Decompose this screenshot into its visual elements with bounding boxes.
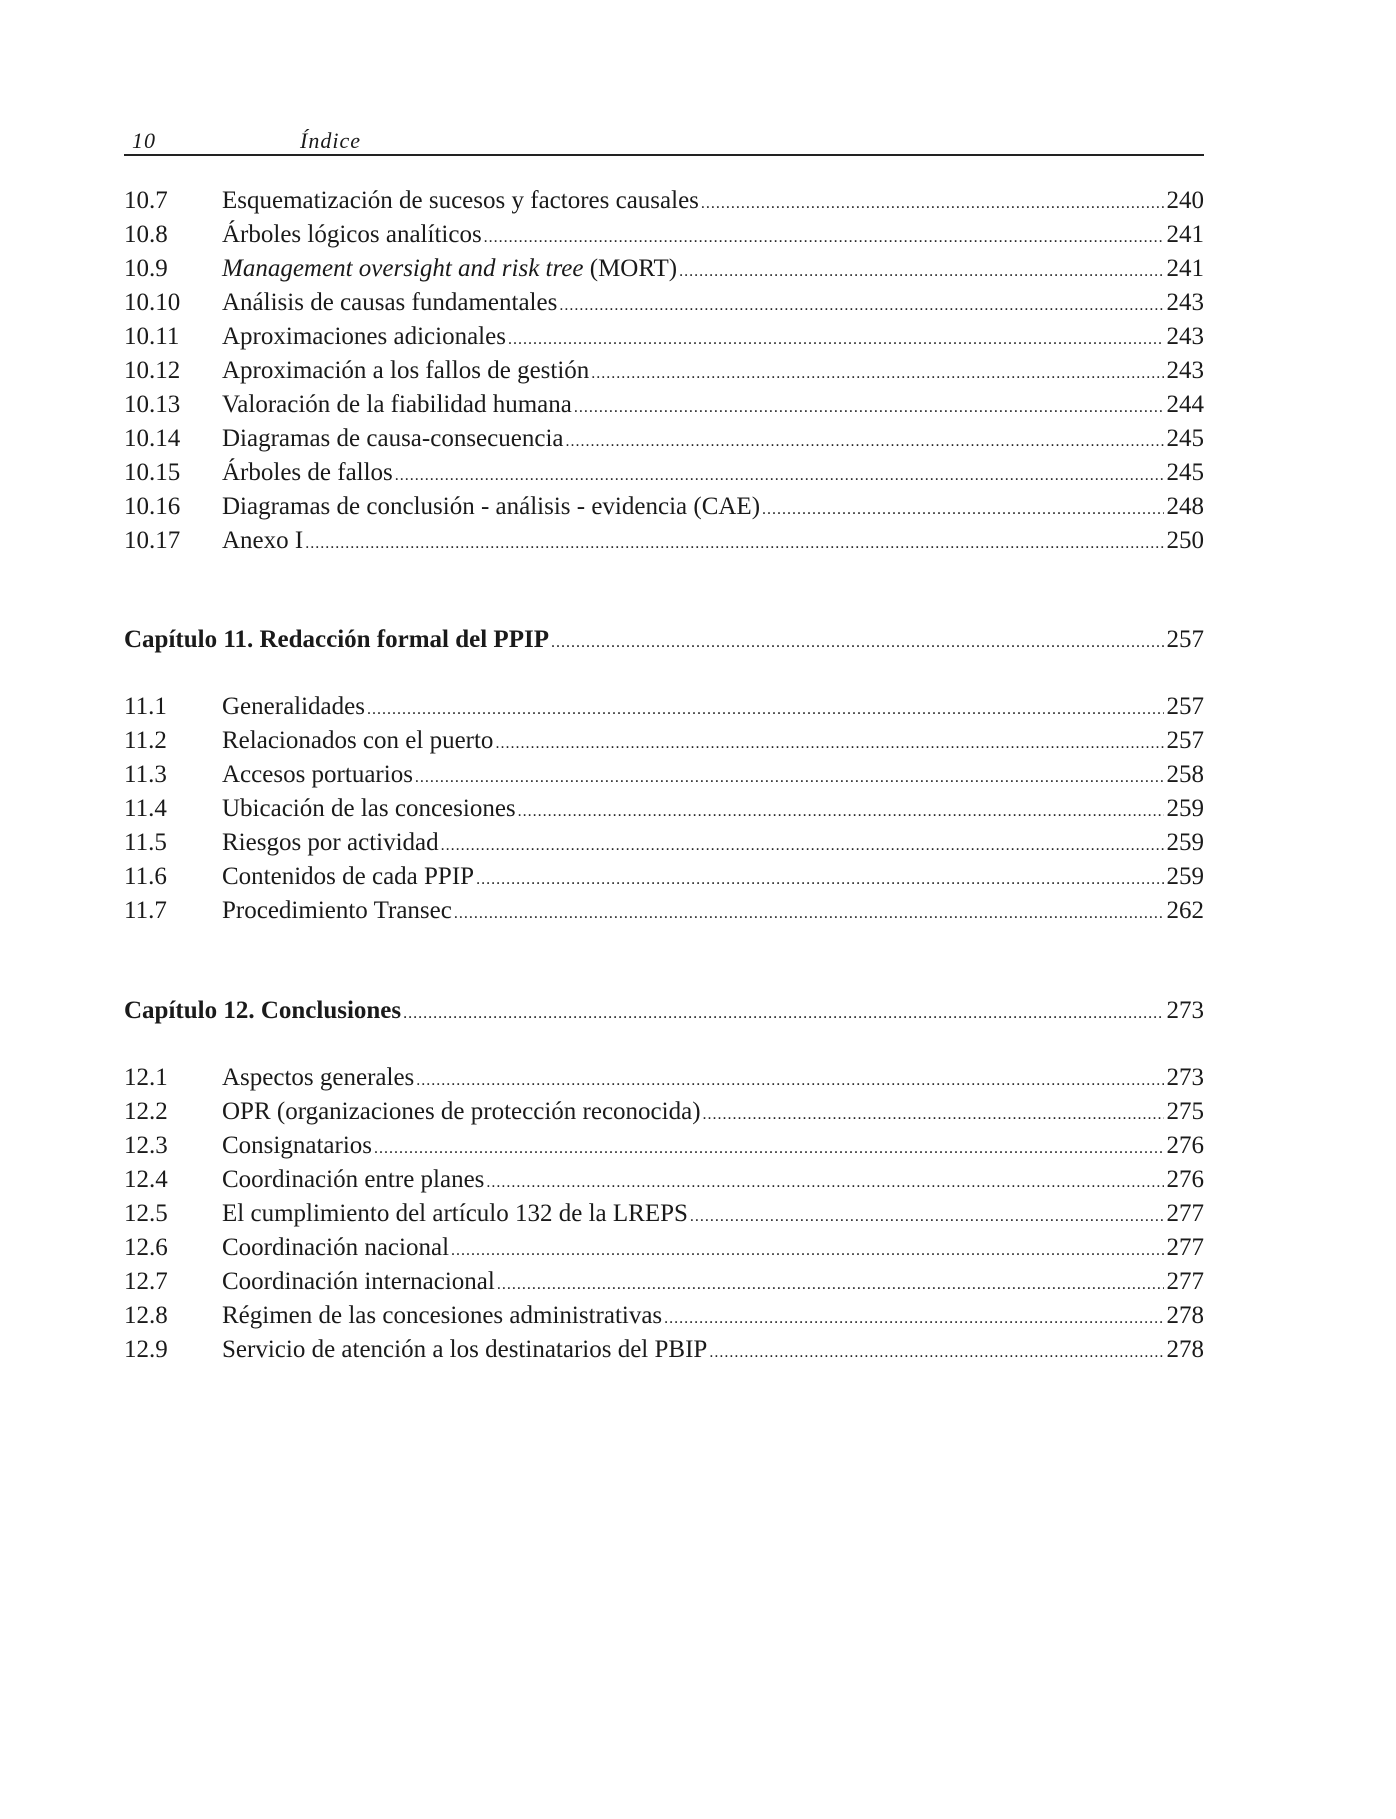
entry-title: Relacionados con el puerto [222,727,494,754]
dot-leader [574,391,1164,422]
entry-title: Riesgos por actividad [222,829,439,856]
entry-page: 243 [1166,289,1204,316]
dot-leader [559,289,1163,320]
entry-body [222,1333,1204,1367]
entry-page: 277 [1166,1268,1204,1295]
entry-body [222,184,1204,218]
dot-leader [476,863,1163,894]
entry-number: 12.7 [124,1268,168,1295]
entry-number: 10.11 [124,323,180,350]
dot-leader [518,795,1164,826]
entry-page: 245 [1166,425,1204,452]
entry-number: 11.2 [124,727,167,754]
chapter-page: 257 [1166,626,1204,653]
entry-page: 241 [1166,221,1204,248]
entry-body [222,724,1204,758]
entry-body [222,388,1204,422]
entry-page: 262 [1166,897,1204,924]
dot-leader [591,357,1163,388]
toc-section-12 [124,1061,1204,1367]
toc-entry[interactable] [124,1163,1204,1197]
running-header [124,124,1204,156]
toc-entry[interactable] [124,1129,1204,1163]
entry-body [222,1095,1204,1129]
entry-title: Diagramas de causa-consecuencia [222,425,564,452]
dot-leader [664,1302,1163,1333]
entry-number: 12.3 [124,1132,168,1159]
entry-page: 278 [1166,1302,1204,1329]
entry-body [222,1163,1204,1197]
entry-body [222,860,1204,894]
entry-title: Coordinación internacional [222,1268,495,1295]
entry-page: 273 [1166,1064,1204,1091]
dot-leader [679,255,1163,286]
entry-body [222,1231,1204,1265]
entry-body [222,1197,1204,1231]
toc-entry[interactable] [124,422,1204,456]
entry-number: 10.7 [124,187,168,214]
toc-entry[interactable] [124,320,1204,354]
entry-title: Accesos portuarios [222,761,413,788]
entry-page: 243 [1166,357,1204,384]
dot-leader [441,829,1164,860]
dot-leader [497,1268,1164,1299]
toc-entry[interactable] [124,218,1204,252]
toc-entry[interactable] [124,490,1204,524]
dot-leader [454,897,1164,928]
entry-title: Esquematización de sucesos y factores causales [222,187,699,214]
entry-title: Aproximación a los fallos de gestión [222,357,590,384]
dot-leader [395,459,1164,490]
toc-entry[interactable] [124,524,1204,558]
entry-page: 257 [1166,693,1204,720]
dot-leader [367,693,1164,724]
entry-body [222,490,1204,524]
entry-title [222,252,679,286]
entry-number: 11.3 [124,761,167,788]
toc-entry[interactable] [124,1265,1204,1299]
entry-page: 258 [1166,761,1204,788]
entry-body [222,218,1204,252]
toc-entry[interactable] [124,690,1204,724]
entry-body [222,758,1204,792]
entry-page: 277 [1166,1234,1204,1261]
entry-page: 245 [1166,459,1204,486]
entry-body [222,320,1204,354]
entry-title: Diagramas de conclusión - análisis - evidencia (CAE) [222,493,761,520]
toc-section-10 [124,184,1204,558]
dot-leader [690,1200,1164,1231]
entry-number: 10.9 [124,255,168,282]
entry-body [222,1265,1204,1299]
toc-chapter-11[interactable] [124,623,1204,657]
toc-entry[interactable] [124,792,1204,826]
entry-title: Anexo I [222,527,304,554]
entry-page: 276 [1166,1166,1204,1193]
entry-number: 10.17 [124,527,181,554]
entry-number: 11.4 [124,795,167,822]
entry-page: 250 [1166,527,1204,554]
dot-leader [709,1336,1163,1367]
entry-title: Ubicación de las concesiones [222,795,516,822]
entry-body [222,524,1204,558]
entry-page: 259 [1166,829,1204,856]
entry-title: Procedimiento Transec [222,897,452,924]
entry-title-italic: Management oversight and risk tree [222,255,584,282]
entry-number: 12.8 [124,1302,168,1329]
toc-entry[interactable] [124,388,1204,422]
entry-title: Coordinación nacional [222,1234,450,1261]
entry-page: 276 [1166,1132,1204,1159]
entry-number: 12.5 [124,1200,168,1227]
toc-entry[interactable] [124,1231,1204,1265]
entry-body [222,456,1204,490]
entry-number: 10.16 [124,493,181,520]
entry-page: 259 [1166,863,1204,890]
toc-entry[interactable] [124,1061,1204,1095]
entry-page: 278 [1166,1336,1204,1363]
entry-title: Árboles de fallos [222,459,393,486]
toc-entry[interactable] [124,1299,1204,1333]
entry-title: El cumplimiento del artículo 132 de la LREPS [222,1200,688,1227]
entry-body [222,792,1204,826]
entry-body [222,826,1204,860]
toc-entry[interactable] [124,184,1204,218]
entry-body [222,1061,1204,1095]
dot-leader [701,187,1164,218]
entry-body [222,1129,1204,1163]
entry-title: Generalidades [222,693,365,720]
dot-leader [549,626,1164,657]
entry-page: 248 [1166,493,1204,520]
entry-title: Valoración de la fiabilidad humana [222,391,572,418]
entry-body [222,252,1204,286]
dot-leader [703,1098,1164,1129]
entry-number: 11.7 [124,897,167,924]
entry-number: 10.15 [124,459,181,486]
chapter-title: Capítulo 12. Conclusiones [124,997,402,1024]
toc-entry[interactable] [124,286,1204,320]
toc-entry[interactable] [124,860,1204,894]
entry-title: Servicio de atención a los destinatarios del PBIP [222,1336,708,1363]
entry-title: Árboles lógicos analíticos [222,221,482,248]
entry-title: Análisis de causas fundamentales [222,289,558,316]
entry-title: Coordinación entre planes [222,1166,485,1193]
dot-leader [762,493,1163,524]
entry-title: Consignatarios [222,1132,372,1159]
entry-body [222,422,1204,456]
entry-page: 240 [1166,187,1204,214]
dot-leader [415,761,1164,792]
entry-number: 11.1 [124,693,167,720]
dot-leader [484,221,1164,252]
entry-number: 10.13 [124,391,181,418]
dot-leader [495,727,1163,758]
running-title: Índice [300,128,361,153]
toc-entry[interactable] [124,456,1204,490]
entry-title: Régimen de las concesiones administrativas [222,1302,663,1329]
entry-page: 259 [1166,795,1204,822]
entry-body [222,894,1204,928]
entry-title: OPR (organizaciones de protección reconocida) [222,1098,701,1125]
entry-number: 10.14 [124,425,181,452]
dot-leader [416,1064,1163,1095]
entry-body [222,1299,1204,1333]
dot-leader [374,1132,1164,1163]
toc-entry[interactable] [124,252,1204,286]
entry-number: 11.5 [124,829,167,856]
toc-entry[interactable] [124,826,1204,860]
entry-body [222,354,1204,388]
entry-number: 10.12 [124,357,181,384]
toc-entry[interactable] [124,1333,1204,1367]
dot-leader [401,997,1163,1028]
chapter-title: Capítulo 11. Redacción formal del PPIP [124,626,549,653]
entry-number: 12.9 [124,1336,168,1363]
entry-page: 277 [1166,1200,1204,1227]
toc-entry[interactable] [124,1095,1204,1129]
entry-title: Contenidos de cada PPIP [222,863,475,890]
entry-number: 10.10 [124,289,181,316]
entry-number: 11.6 [124,863,167,890]
chapter-page: 273 [1166,997,1204,1024]
entry-body [222,286,1204,320]
entry-body [222,690,1204,724]
entry-number: 12.4 [124,1166,168,1193]
entry-number: 12.6 [124,1234,168,1261]
dot-leader [305,527,1163,558]
toc-entry[interactable] [124,758,1204,792]
toc-section-11 [124,690,1204,928]
dot-leader [451,1234,1163,1265]
dot-leader [508,323,1164,354]
page-number: 10 [132,128,156,153]
entry-title: Aspectos generales [222,1064,415,1091]
toc-chapter-12[interactable] [124,994,1204,1028]
dot-leader [565,425,1163,456]
entry-page: 275 [1166,1098,1204,1125]
toc-entry[interactable] [124,354,1204,388]
entry-title-rest: (MORT) [583,255,678,282]
entry-page: 244 [1166,391,1204,418]
entry-page: 257 [1166,727,1204,754]
toc-entry[interactable] [124,1197,1204,1231]
toc-entry[interactable] [124,724,1204,758]
entry-page: 243 [1166,323,1204,350]
entry-title: Aproximaciones adicionales [222,323,506,350]
entry-number: 10.8 [124,221,168,248]
entry-number: 12.1 [124,1064,168,1091]
toc-entry[interactable] [124,894,1204,928]
dot-leader [486,1166,1163,1197]
entry-page: 241 [1166,255,1204,282]
entry-number: 12.2 [124,1098,168,1125]
